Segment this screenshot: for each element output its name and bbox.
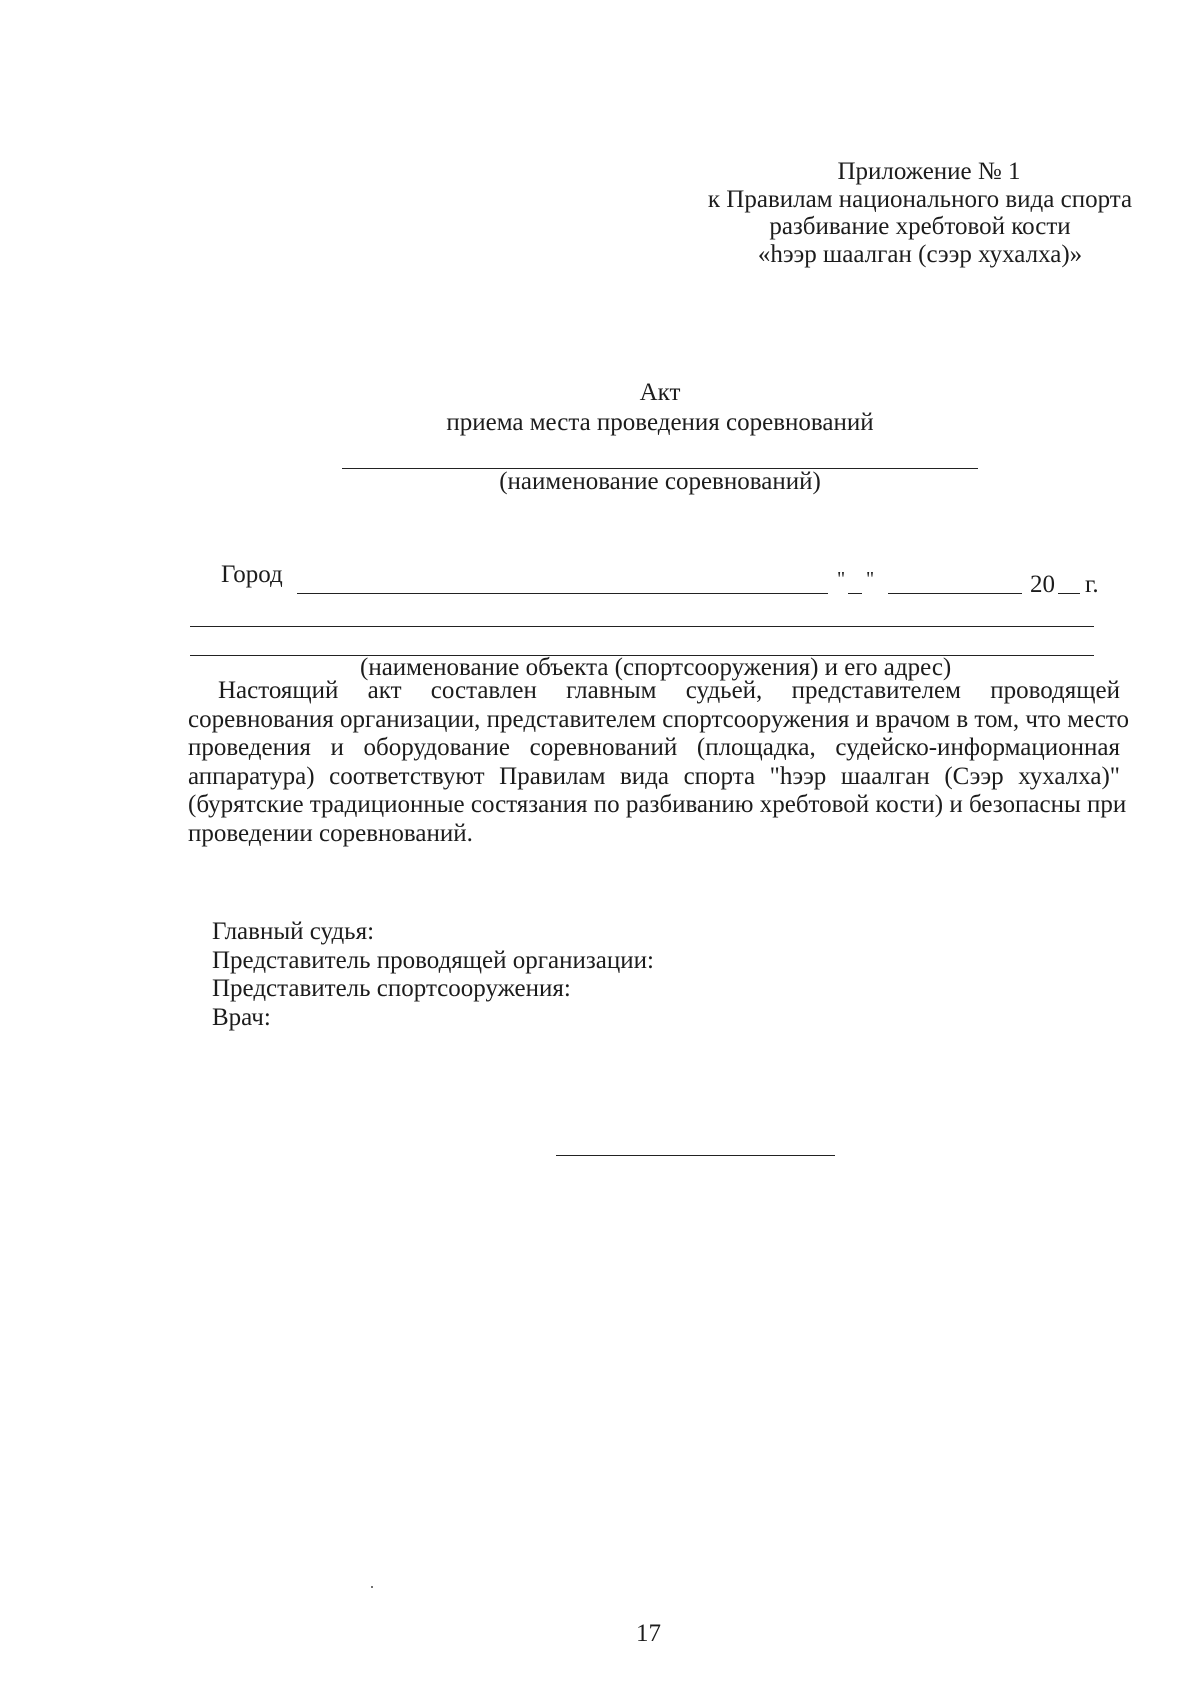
- body-line: аппаратура) соответствуют Правилам вида спорта "hээр шаалган (Сээр хухалха)": [188, 762, 1120, 790]
- competition-name-caption: (наименование соревнований): [499, 468, 821, 495]
- year-prefix: 20: [1030, 571, 1055, 598]
- appendix-sport-name: разбивание хребтовой кости: [769, 213, 1071, 240]
- page-number: 17: [636, 1620, 661, 1647]
- title-subject: приема места проведения соревнований: [446, 409, 874, 436]
- date-quote-open: ": [837, 568, 846, 590]
- act-body: [188, 677, 1130, 848]
- appendix-number: Приложение № 1: [837, 158, 1021, 185]
- object-caption: (наименование объекта (спортсооружения) и его адрес): [360, 654, 952, 681]
- appendix-reference: к Правилам национального вида спорта: [707, 185, 1133, 213]
- body-line: соревнования организации, представителем спортсооружения и врачом в том, что место: [188, 705, 1130, 733]
- day-blank: [848, 593, 862, 594]
- year-blank: [1058, 593, 1080, 594]
- body-line: проведении соревнований.: [188, 819, 473, 847]
- document-title: [300, 378, 1020, 438]
- signer-organizer: Представитель проводящей организации:: [212, 946, 654, 974]
- signer-doctor: Врач:: [212, 1003, 271, 1031]
- city-label: Город: [221, 561, 283, 588]
- end-separator-line: [556, 1155, 835, 1156]
- year-suffix: г.: [1085, 571, 1099, 598]
- title-act: Акт: [639, 379, 681, 406]
- scan-speck: [371, 1586, 373, 1588]
- object-blank-line-1: [190, 626, 1094, 627]
- appendix-sport-native-name: «hээр шаалган (сээр хухалха)»: [757, 240, 1083, 268]
- signer-facility: Представитель спортсооружения:: [212, 975, 571, 1002]
- signer-chief-judge: Главный судья:: [212, 918, 375, 945]
- body-line: проведения и оборудование соревнований (площадка, судейско-информационная: [188, 734, 1120, 761]
- body-line: Настоящий акт составлен главным судьей, представителем проводящей: [218, 677, 1120, 704]
- body-line: (бурятские традиционные состязания по разбиванию хребтовой кости) и безопасны при: [188, 791, 1127, 818]
- city-blank: [297, 593, 828, 594]
- appendix-header: [690, 158, 1150, 268]
- signatories: [212, 918, 654, 1032]
- date-quote-close: ": [866, 568, 875, 590]
- month-blank: [888, 593, 1022, 594]
